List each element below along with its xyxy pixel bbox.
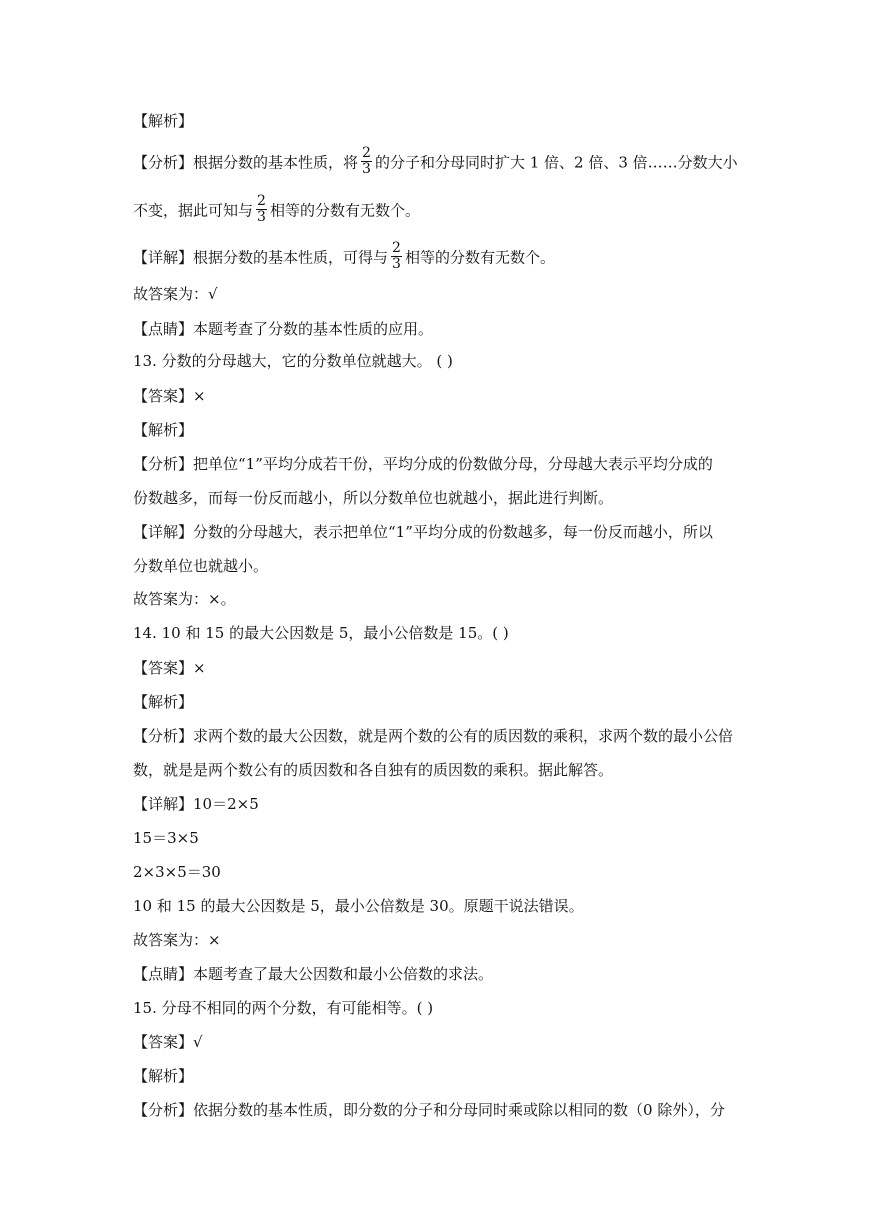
answer-label: 【答案】× — [133, 387, 206, 405]
fraction-two-thirds — [391, 241, 402, 272]
text-segment: 不变，据此可知与 — [133, 201, 254, 220]
question-13: 13. 分数的分母越大，它的分数单位就越大。 ( ) — [133, 352, 453, 370]
detail-line: 【详解】分数的分母越大，表示把单位“1”平均分成的份数越多，每一份反而越小，所以 — [133, 523, 713, 541]
analysis-line: 数，就是是两个数公有的质因数和各自独有的质因数的乘积。据此解答。 — [133, 761, 614, 779]
text-segment: 相等的分数有无数个。 — [269, 201, 420, 220]
fraction-two-thirds — [256, 194, 267, 225]
answer-label: 【答案】√ — [133, 1033, 203, 1051]
text-segment: 的分子和分母同时扩大 1 倍、2 倍、3 倍……分数大小 — [374, 153, 738, 172]
analysis-line: 【分析】把单位“1”平均分成若干份，平均分成的份数做分母，分母越大表示平均分成的 — [133, 455, 713, 473]
answer-line: 故答案为：× — [133, 931, 221, 949]
answer-line: 故答案为：×。 — [133, 590, 236, 608]
analysis-line-2 — [133, 193, 420, 225]
detail-line — [133, 240, 555, 272]
fraction-denominator: 3 — [362, 161, 371, 177]
text-segment: 相等的分数有无数个。 — [404, 248, 555, 267]
comment-line: 【点睛】本题考查了最大公因数和最小公倍数的求法。 — [133, 965, 494, 983]
section-label-analysis: 【解析】 — [133, 421, 194, 439]
fraction-numerator: 2 — [362, 145, 371, 161]
analysis-line-1 — [133, 145, 738, 177]
fraction-numerator: 2 — [257, 193, 266, 209]
answer-label: 【答案】× — [133, 659, 206, 677]
analysis-line: 【分析】依据分数的基本性质，即分数的分子和分母同时乘或除以相同的数（0 除外），分 — [133, 1101, 725, 1119]
fraction-two-thirds — [361, 146, 372, 177]
fraction-numerator: 2 — [392, 240, 401, 256]
section-label-analysis: 【解析】 — [133, 693, 194, 711]
section-label-analysis: 【解析】 — [133, 112, 194, 130]
section-label-analysis: 【解析】 — [133, 1067, 194, 1085]
detail-line: 分数单位也就越小。 — [133, 557, 269, 575]
answer-line: 故答案为：√ — [133, 285, 218, 303]
text-segment: 【分析】根据分数的基本性质，将 — [133, 153, 359, 172]
analysis-line: 份数越多，而每一份反而越小，所以分数单位也就越小，据此进行判断。 — [133, 489, 614, 507]
detail-line: 【详解】10＝2×5 — [133, 795, 259, 813]
text-segment: 【详解】根据分数的基本性质，可得与 — [133, 248, 389, 267]
question-15: 15. 分母不相同的两个分数，有可能相等。( ) — [133, 999, 434, 1017]
detail-line: 2×3×5＝30 — [133, 863, 221, 881]
comment-line: 【点睛】本题考查了分数的基本性质的应用。 — [133, 320, 434, 338]
detail-line: 15＝3×5 — [133, 829, 199, 847]
fraction-denominator: 3 — [257, 209, 266, 225]
detail-line: 10 和 15 的最大公因数是 5，最小公倍数是 30。原题干说法错误。 — [133, 897, 584, 915]
analysis-line: 【分析】求两个数的最大公因数，就是两个数的公有的质因数的乘积，求两个数的最小公倍 — [133, 727, 734, 745]
fraction-denominator: 3 — [392, 256, 401, 272]
question-14: 14. 10 和 15 的最大公因数是 5，最小公倍数是 15。( ) — [133, 624, 509, 642]
